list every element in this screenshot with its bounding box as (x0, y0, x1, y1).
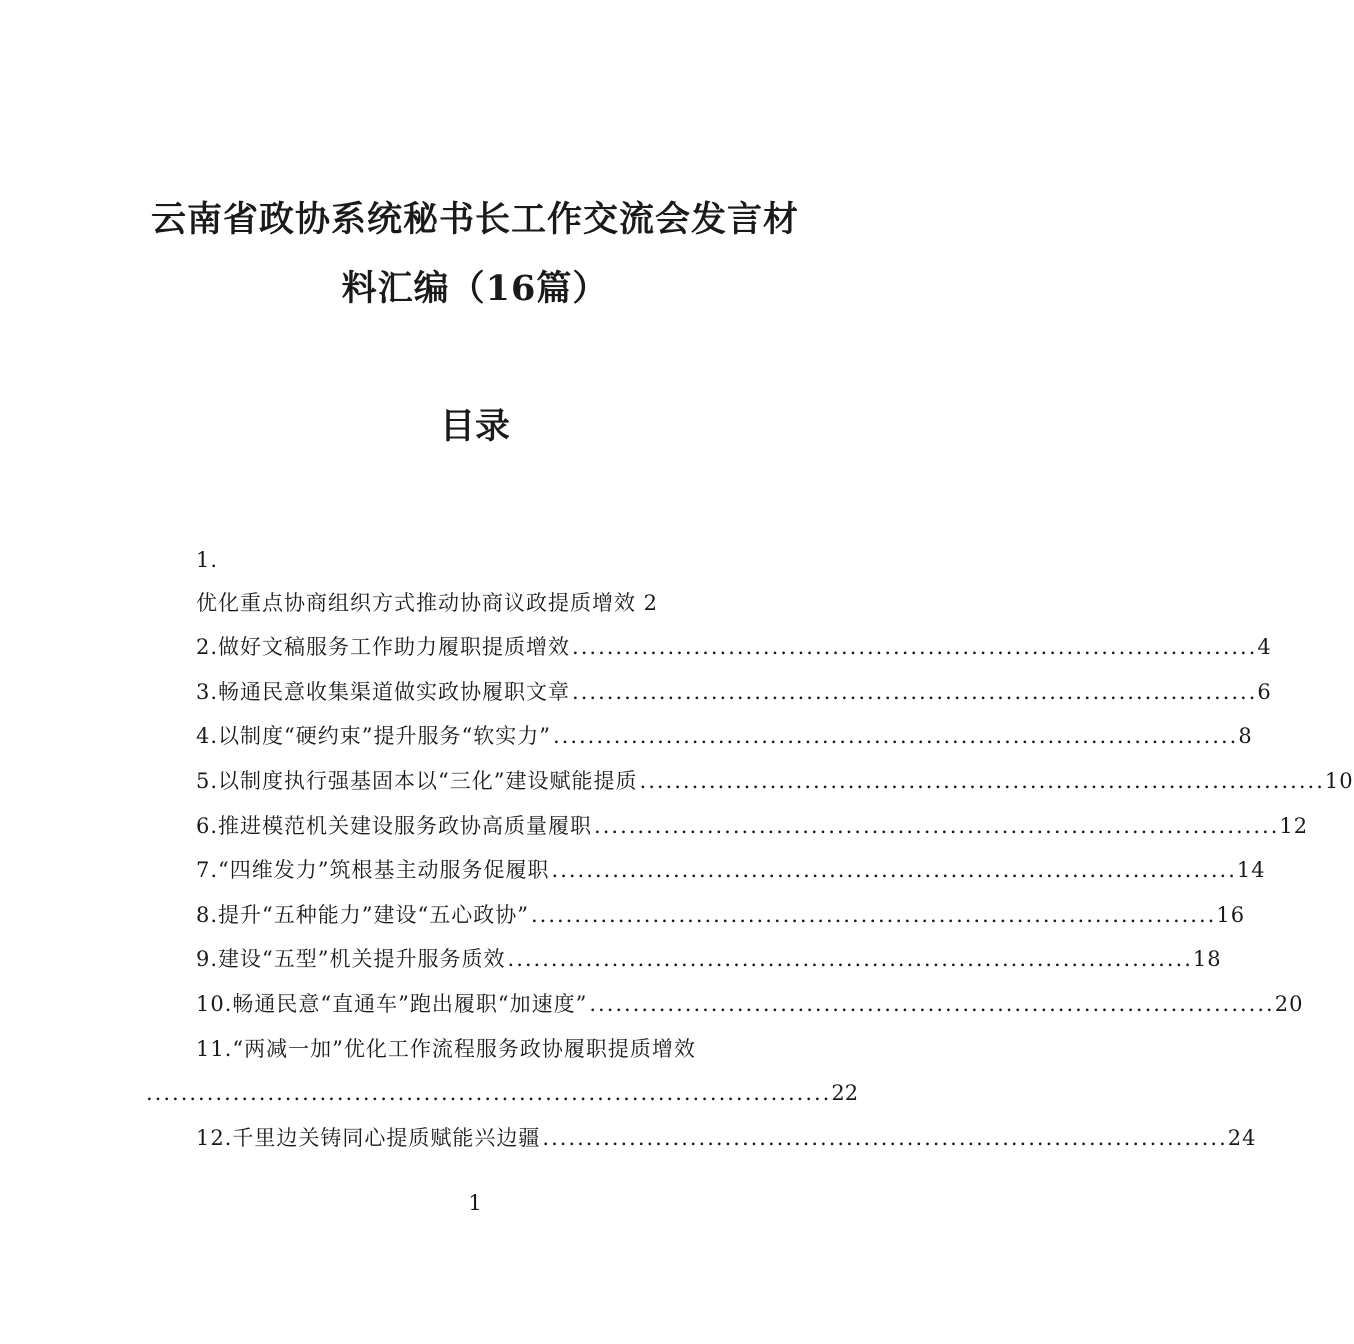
toc-leader-dots: ............................................................................... (146, 1081, 832, 1105)
toc-leader-dots: ............................................................................... (507, 947, 1193, 971)
toc-item-4[interactable] (196, 721, 1253, 751)
toc-item-title: 12.千里边关铸同心提质赋能兴边疆 (196, 1126, 541, 1150)
toc-leader-dots: ............................................................................... (552, 724, 1239, 748)
toc-item-3[interactable] (196, 677, 1272, 707)
toc-item-9[interactable] (196, 944, 1222, 974)
toc-item-page: 10 (1324, 769, 1354, 793)
toc-leader-dots: ............................................................................... (542, 1126, 1228, 1150)
toc-item-11-leader-row (146, 1078, 859, 1108)
toc-item-2[interactable] (196, 632, 1272, 662)
toc-item-title: 5.以制度执行强基固本以“三化”建设赋能提质 (196, 769, 638, 793)
toc-item-1-title[interactable]: 优化重点协商组织方式推动协商议政提质增效 2 (196, 591, 659, 615)
toc-item-page: 20 (1274, 992, 1304, 1016)
toc-item-title: 8.提升“五种能力”建设“五心政协” (196, 903, 529, 927)
toc-item-page: 24 (1227, 1126, 1257, 1150)
toc-leader-dots: ............................................................................... (551, 858, 1237, 882)
toc-item-page: 4 (1257, 635, 1272, 659)
toc-item-title: 7.“四维发力”筑根基主动服务促履职 (196, 858, 550, 882)
toc-item-page: 6 (1257, 680, 1272, 704)
toc-leader-dots: ............................................................................... (572, 680, 1258, 704)
toc-item-title: 10.畅通民意“直通车”跑出履职“加速度” (196, 992, 588, 1016)
toc-item-7[interactable] (196, 855, 1266, 885)
toc-item-page: 18 (1192, 947, 1222, 971)
toc-item-6[interactable] (196, 811, 1309, 841)
toc-item-8[interactable] (196, 900, 1246, 930)
toc-heading: 目录 (439, 406, 510, 447)
toc-item-title: 6.推进模范机关建设服务政协高质量履职 (196, 814, 593, 838)
toc-leader-dots: ............................................................................... (589, 992, 1275, 1016)
toc-item-11-title[interactable]: 11.“两减一加”优化工作流程服务政协履职提质增效 (196, 1037, 696, 1061)
toc-item-page: 16 (1216, 903, 1246, 927)
toc-item-1-number: 1. (196, 548, 219, 572)
toc-leader-dots: ............................................................................... (639, 769, 1325, 793)
toc-item-title: 4.以制度“硬约束”提升服务“软实力” (196, 724, 551, 748)
document-title-line-1: 云南省政协系统秘书长工作交流会发言材 (150, 199, 799, 240)
toc-item-page: 12 (1279, 814, 1309, 838)
toc-item-page: 22 (831, 1081, 859, 1105)
toc-leader-dots: ............................................................................... (572, 635, 1258, 659)
toc-leader-dots: ............................................................................... (594, 814, 1280, 838)
toc-item-title: 2.做好文稿服务工作助力履职提质增效 (196, 635, 571, 659)
toc-item-title: 9.建设“五型”机关提升服务质效 (196, 947, 506, 971)
document-title-line-2: 料汇编（16篇） (341, 268, 609, 309)
toc-item-title: 3.畅通民意收集渠道做实政协履职文章 (196, 680, 571, 704)
page-number: 1 (468, 1191, 482, 1215)
toc-item-10[interactable] (196, 989, 1304, 1019)
toc-item-page: 14 (1236, 858, 1266, 882)
toc-item-12[interactable] (196, 1123, 1257, 1153)
toc-item-page: 8 (1238, 724, 1253, 748)
toc-item-5[interactable] (196, 766, 1354, 796)
toc-leader-dots: ............................................................................... (530, 903, 1217, 927)
